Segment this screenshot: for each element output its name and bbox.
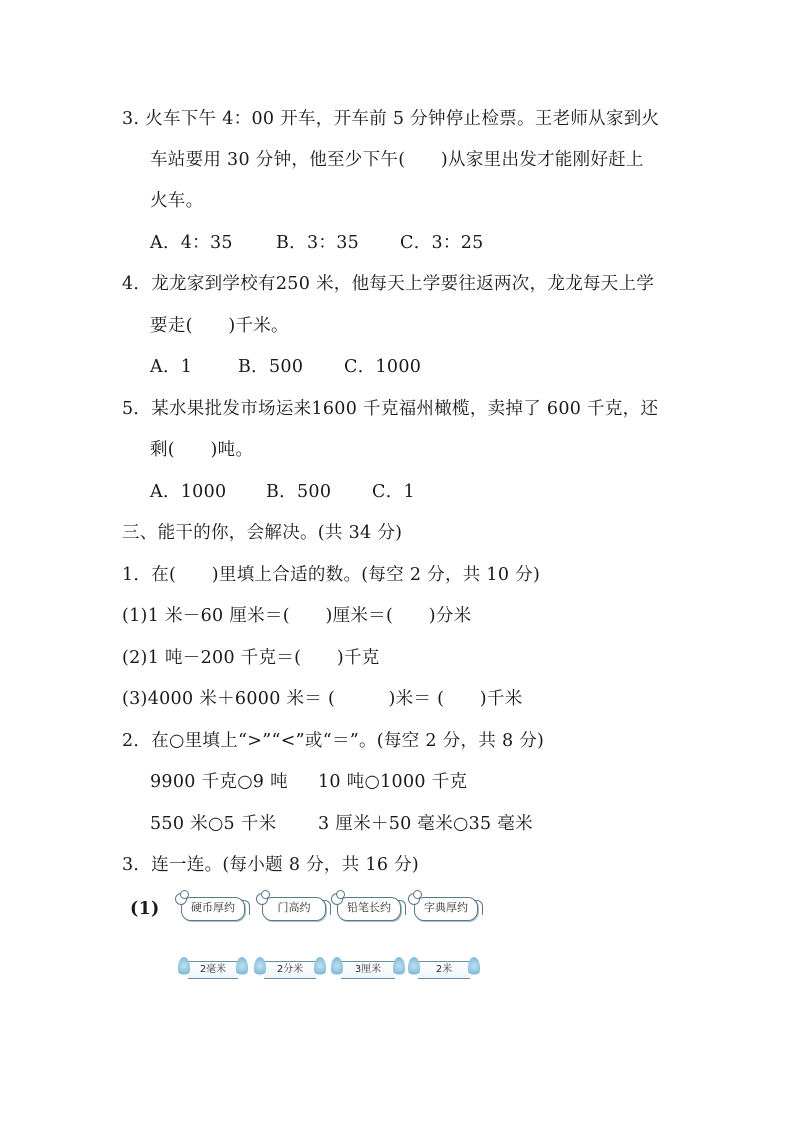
ribbon-label: 2米 <box>435 964 453 975</box>
q5-option-b: B．500 <box>266 482 332 502</box>
q5-line1: 5．某水果批发市场运来1600 千克福州橄榄，卖掉了 600 千克，还 <box>122 399 659 419</box>
ribbon-knot-icon <box>178 957 190 979</box>
q3-option-a: A．4：35 <box>150 233 233 253</box>
q3-option-c: C．3：25 <box>400 233 484 253</box>
q4-option-a: A．1 <box>150 357 193 377</box>
q3-line2: 车站要用 30 分钟，他至少下午( )从家里出发才能刚好赶上 <box>150 150 644 170</box>
s3-p3-sub-label: (1) <box>130 899 160 919</box>
ribbon-3cm[interactable] <box>341 961 395 979</box>
ribbon-knot-icon <box>408 957 420 979</box>
s3-p2-item4: 3 厘米＋50 毫米○35 毫米 <box>318 814 533 834</box>
ribbon-2m[interactable] <box>418 961 470 979</box>
ribbon-2dm[interactable] <box>264 961 316 979</box>
tag-label: 字典厚约 <box>424 901 468 914</box>
q3-line3: 火车。 <box>150 191 204 211</box>
s3-p2-item3: 550 米○5 千米 <box>150 814 277 834</box>
scroll-curl-icon <box>336 890 345 899</box>
s3-p2-item2: 10 吨○1000 千克 <box>318 772 468 792</box>
q5-option-a: A．1000 <box>150 482 227 502</box>
section3-title: 三、能干的你，会解决。(共 34 分) <box>122 523 403 543</box>
q3-line1: 3. 火车下午 4：00 开车，开车前 5 分钟停止检票。王老师从家到火 <box>122 109 660 129</box>
s3-p1-item1: (1)1 米－60 厘米＝( )厘米＝( )分米 <box>122 606 472 626</box>
scroll-tail-icon <box>241 900 250 915</box>
tag-door-height[interactable] <box>262 897 326 921</box>
tag-label: 门高约 <box>277 901 311 914</box>
ribbon-knot-icon <box>468 957 480 979</box>
q5-line2: 剩( )吨。 <box>150 440 254 460</box>
s3-p1-item3: (3)4000 米＋6000 米＝ ( )米＝ ( )千米 <box>122 689 523 709</box>
ribbon-label: 2毫米 <box>199 964 227 975</box>
ribbon-knot-icon <box>393 957 405 979</box>
ribbon-label: 2分米 <box>276 964 304 975</box>
ribbon-knot-icon <box>236 957 248 979</box>
s3-p3-title: 3．连一连。(每小题 8 分，共 16 分) <box>122 855 420 875</box>
q5-option-c: C．1 <box>372 482 415 502</box>
scroll-tail-icon <box>397 900 406 915</box>
scroll-tail-icon <box>322 900 331 915</box>
tag-label: 铅笔长约 <box>347 901 391 914</box>
ribbon-knot-icon <box>314 957 326 979</box>
tag-pencil-length[interactable] <box>337 897 401 921</box>
s3-p2-item1: 9900 千克○9 吨 <box>150 772 288 792</box>
ribbon-2mm[interactable] <box>188 961 238 979</box>
scroll-curl-icon <box>261 890 270 899</box>
tag-coin-thickness[interactable] <box>181 897 245 921</box>
ribbon-knot-icon <box>254 957 266 979</box>
ribbon-label: 3厘米 <box>354 964 382 975</box>
q4-line2: 要走( )千米。 <box>150 316 289 336</box>
q4-line1: 4．龙龙家到学校有250 米，他每天上学要往返两次，龙龙每天上学 <box>122 274 655 294</box>
q3-option-b: B．3：35 <box>276 233 360 253</box>
ribbon-knot-icon <box>331 957 343 979</box>
scroll-curl-icon <box>413 890 422 899</box>
q4-option-b: B．500 <box>238 357 304 377</box>
s3-p2-title: 2．在○里填上“>”“<”或“＝”。(每空 2 分，共 8 分) <box>122 731 545 751</box>
s3-p1-item2: (2)1 吨－200 千克＝( )千克 <box>122 648 380 668</box>
scroll-tail-icon <box>474 900 483 915</box>
s3-p1-title: 1．在( )里填上合适的数。(每空 2 分，共 10 分) <box>122 565 541 585</box>
scroll-curl-icon <box>180 890 189 899</box>
tag-dictionary-thickness[interactable] <box>414 897 478 921</box>
q4-option-c: C．1000 <box>344 357 422 377</box>
tag-label: 硬币厚约 <box>191 901 235 914</box>
